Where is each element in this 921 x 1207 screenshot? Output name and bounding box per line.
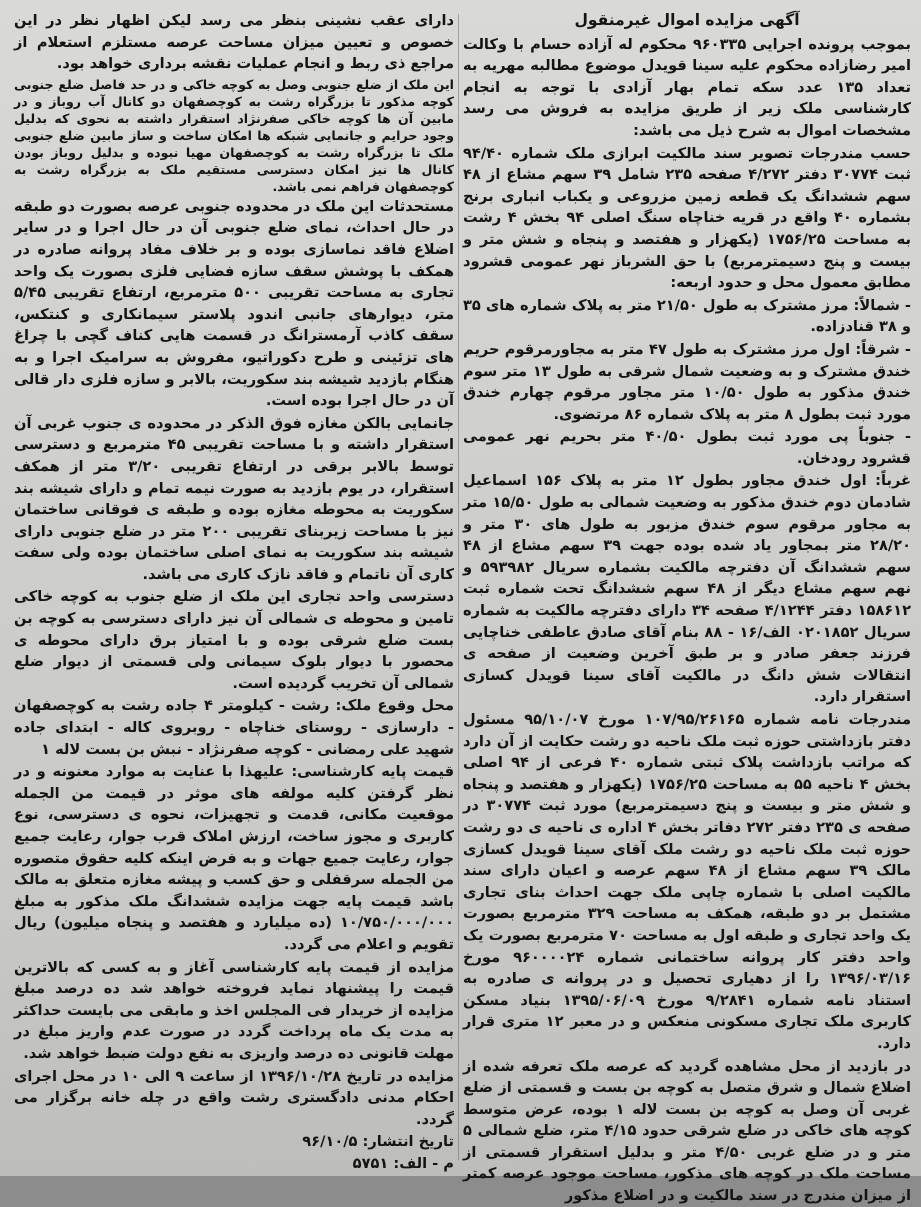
notice-footer bbox=[14, 1131, 454, 1174]
column-divider bbox=[458, 14, 459, 1160]
location-paragraph: محل وقوع ملک: رشت - کیلومتر ۴ جاده رشت به کوچصفهان - دارسازی - روستای خناچاه - روبروی کاله - ابتدای جاده شهید علی رمضانی - کوچه صفرنژاد - نبش بن بست لاله ۱ bbox=[14, 697, 454, 758]
intro-paragraph: بموجب پرونده اجرایی ۹۶۰۳۳۵ محکوم له آزاده حسام با وکالت امیر رضازاده محکوم علیه سینا قویدل موضوع مطالبه مهریه به تعداد ۱۳۵ عدد سکه تمام بهار آزادی با توجه به انجام کارشناسی ملک زیر از طریق مزایده به فروش می رسد مشخصات اموال به شرح ذیل می باشد: bbox=[463, 35, 911, 139]
notice-title: آگهی مزایده اموال غیرمنقول bbox=[574, 11, 800, 29]
notice-column-left bbox=[14, 10, 454, 1172]
auction-terms-paragraph: مزایده از قیمت پایه کارشناسی آغاز و به کسی که بالاترین قیمت را پیشنهاد نماید فروخته خواهد شد ده درصد مبلغ مزایده از خریدار فی المجلس اخذ و مابقی می بایست حداکثر به مدت یک ماه پرداخت گردد در صورت عدم واریز مبلغ در مهلت قانونی ده درصد واریزی به نفع دولت ضبط خواهد شد. bbox=[14, 958, 454, 1062]
auction-date-paragraph: مزایده در تاریخ ۱۳۹۶/۱۰/۲۸ از ساعت ۹ الی ۱۰ در محل اجرای احکام مدنی دادگستری رشت واقع در چله خانه برگزار می گردد. bbox=[14, 1067, 454, 1128]
notice-column-right bbox=[463, 10, 912, 1205]
access-paragraph: دسترسی واحد تجاری این ملک از ضلع جنوب به کوچه خاکی تامین و محوطه ی شمالی آن نیز دارای دسترسی به کوچه بن بست ضلع شرقی بوده و با امتیاز برق دارای محوطه ی محصور با دیوار بلوک سیمانی ولی قسمتی از دیوار ضلع شمالی آن تخریب گردیده است. bbox=[14, 588, 454, 692]
balcony-paragraph: جانمایی بالکن مغازه فوق الذکر در محدوده ی جنوب غربی آن استقرار داشته و با مساحت تقریبی ۴۵ مترمربع و دسترسی توسط بالابر برقی در ارتفاع تقریبی ۳/۲۰ متر از همکف استقرار، در یوم بازدید به صورت نیمه تمام و دارای شیشه بند سکوریت به محوطه مغازه بوده و طبقه ی فوقانی ساختمان نیز با مساحت زیربنای تقریبی ۲۰۰ متر در ضلع جنوبی دارای شیشه بند سکوریت به نمای اصلی ساختمان بوده ولی سفت کاری آن ناتمام و فاقد نازک کاری می باشد. bbox=[14, 414, 454, 583]
seizure-letter-paragraph: مندرجات نامه شماره ۱۰۷/۹۵/۲۶۱۶۵ مورخ ۹۵/۱۰/۰۷ مسئول دفتر بازداشتی حوزه ثبت ملک ناحیه دو رشت حکایت از آن دارد که مراتب بازداشت پلاک ثبتی شماره ۴۰ فرعی از ۹۴ اصلی بخش ۴ ناحیه ۵۵ به مساحت ۱۷۵۶/۲۵ (یکهزار و هفتصد و پنجاه و شش متر و بیست و پنج دسیمترمربع) مورد ثبت ۳۰۷۷۴ در صفحه ی ۲۳۵ دفتر ۲۷۲ دفاتر بخش ۴ اداره ی ناحیه ی دو رشت حوزه ثبت ملک ناحیه دو رشت ملک آقای سینا قویدل کسازی مالک ۳۹ سهم مشاع از ۴۸ سهم عرصه و اعیان دارای سند مالکیت اصلی با شماره چاپی ملک جهت احداث بنای تجاری مشتمل بر دو طبقه، همکف به مساحت ۳۲۹ مترمربع بصورت یک واحد تجاری و طبقه اول به مساحت ۷۰ مترمربع بصورت یک واحد دفتر کار پروانه ساختمانی شماره ۹۶۰۰۰۰۲۴ مورخ ۱۳۹۶/۰۳/۱۶ را از دهیاری تحصیل و در پروانه ی صادره به استناد نامه شماره ۹/۲۸۴۱ مورخ ۱۳۹۵/۰۶/۰۹ بنیاد مسکن کاربری ملک تجاری مسکونی منعکس و در معبر ۱۲ متری قرار دارد. bbox=[463, 711, 911, 1052]
access-restriction-paragraph: این ملک از ضلع جنوبی وصل به کوچه خاکی و در حد فاصل ضلع جنوبی کوچه مذکور تا بزرگراه رشت به کوچصفهان دو کانال آب روباز و در مابین آن ها کوچه خاکی صفرنژاد استقرار داشته به نحوی که بدلیل وجود حرایم و جانمایی شبکه ها امکان ساخت و ساز مابین ضلع جنوبی ملک تا بزرگراه رشت به کوچصفهان مهیا نبوده و بدلیل روباز بودن کانال ها نیز امکان دسترسی مستقیم ملک به بزرگراه رشت به کوچصفهان فراهم نمی باشد. bbox=[14, 76, 454, 194]
building-description-paragraph: مستحدثات این ملک در محدوده جنوبی عرصه بصورت دو طبقه در حال احداث، نمای ضلع جنوبی آن در حال اجرا و در سایر اضلاع فاقد نماسازی بوده و بر خلاف مفاد پروانه صادره در همکف با پوشش سقف سازه فضایی فلزی بصورت یک واحد تجاری به مساحت تقریبی ۵۰۰ مترمربع، ارتفاع تقریبی ۵/۴۵ متر، دیوارهای جانبی اندود پلاستر سیمانکاری و کنتکس، سقف کاذب آرمسترانگ در قسمت هایی کناف گچی با چراغ های تزئینی و طرح دکوراتیو، مفروش به سرامیک اجرا و به هنگام بازدید شیشه بند سکوریت، بالابر و سازه فلزی دار قالی آن در حال اجرا بوده است. bbox=[14, 197, 454, 410]
east-boundary-paragraph: - شرقاً: اول مرز مشترک به طول ۴۷ متر به مجاورمرقوم حریم خندق مشترک و به وضعیت شمال شرقی به طول ۱۳ متر سوم خندق مذکور به طول ۱۰/۵۰ متر مجاور مرقوم چهارم خندق مورد ثبت بطول ۸ متر به پلاک شماره ۸۶ مرتضوی. bbox=[463, 340, 911, 423]
south-boundary-paragraph: - جنوباً پی مورد ثبت بطول ۴۰/۵۰ متر بحریم نهر عمومی قشرود رودخان. bbox=[463, 428, 911, 467]
north-boundary-paragraph: - شمالاً: مرز مشترک به طول ۲۱/۵۰ متر به پلاک شماره های ۳۵ و ۳۸ قنادزاده. bbox=[463, 296, 911, 336]
notice-code: م - الف: ۵۷۵۱ bbox=[352, 1154, 454, 1172]
west-boundary-paragraph: غرباً: اول خندق مجاور بطول ۱۲ متر به پلاک ۱۵۶ اسماعیل شادمان دوم خندق مذکور به وضعیت شمالی به طول ۱۵/۵۰ متر به مجاور مرقوم سوم خندق مزبور به طول های ۳۰ متر و ۲۸/۲۰ متر بمجاور یاد شده بوده جهت ۳۹ سهم مشاع از ۴۸ سهم ششدانگ آن دفترچه مالکیت بشماره سریال ۵۹۳۹۸۲ و نهم سهم مشاع دیگر از ۴۸ سهم ششدانگ تحت شماره ثبت ۱۵۸۶۱۲ دفتر ۴/۱۲۴۴ صفحه ۳۴ دارای دفترچه مالکیت به شماره سریال ۰۲۰۱۸۵۲ الف/۱۶ - ۸۸ بنام آقای صادق عاطفی خناچایی فرزند جعفر صادر و بر طبق آخرین وضعیت از صفحه ی انتقالات شش دانگ در مالکیت آقای سینا قویدل کسازی استقرار دارد. bbox=[463, 472, 912, 706]
site-visit-paragraph: در بازدید از محل مشاهده گردید که عرصه ملک تعرفه شده از اضلاع شمال و شرق متصل به کوچه بن بست و قسمتی از ضلع غربی آن وصل به کوچه بن بست لاله ۱ بوده، عرض متوسط کوچه های خاکی در ضلع شرقی حدود ۴/۱۵ متر، ضلع شمالی ۵ متر و در ضلع غربی ۴/۵۰ متر و بدلیل استقرار قسمتی از مساحت ملک در کوچه های مذکور، مساحت موجود عرصه کمتر از میزان مندرج در سند مالکیت و در اضلاع مذکور bbox=[463, 1057, 911, 1205]
setback-paragraph: دارای عقب نشینی بنظر می رسد لیکن اظهار نظر در این خصوص و تعیین میزان مساحت عرصه مستلزم استعلام از مراجع ذی ربط و انجام عملیات نقشه برداری خواهد بود. bbox=[14, 12, 454, 73]
base-price-paragraph: قیمت پایه کارشناسی: علیهذا با عنایت به موارد معنونه و در نظر گرفتن کلیه مولفه های موثر در قیمت من الجمله موقعیت مکانی، قدمت و تجهیزات، نحوه ی دسترسی، نوع کاربری و مجوز ساخت، ارزش املاک قرب جوار، رعایت جمیع جوار، رعایت جمیع جهات و به فرض اینکه کلیه حقوق متصوره من الجمله سرقفلی و حق کسب و پیشه مغازه متعلق به مالک باشد قیمت پایه جهت مزایده ششدانگ ملک مذکور به مبلغ ۱۰/۷۵۰/۰۰۰/۰۰۰ (ده میلیارد و هفتصد و پنجاه میلیون) ریال تقویم و اعلام می گردد. bbox=[14, 763, 454, 953]
publish-date: تاریخ انتشار: ۹۶/۱۰/۵ bbox=[302, 1133, 454, 1151]
deed-details-paragraph: حسب مندرجات تصویر سند مالکیت ابرازی ملک شماره ۹۴/۴۰ ثبت ۳۰۷۷۴ دفتر ۴/۲۷۲ صفحه ۲۳۵ شامل ۳۹ سهم مشاع از ۴۸ سهم ششدانگ یک قطعه زمین مزروعی و یکباب انباری برنج بشماره ۴۰ واقع در قریه خناچاه سنگ اصلی ۹۴ بخش ۴ رشت به مساحت ۱۷۵۶/۲۵ (یکهزار و هفتصد و پنجاه و شش متر و بیست و پنج دسیمترمربع) با حق الشرباز نهر عمومی قشرود مطابق معمول محل و حدود اربعه: bbox=[463, 144, 911, 292]
